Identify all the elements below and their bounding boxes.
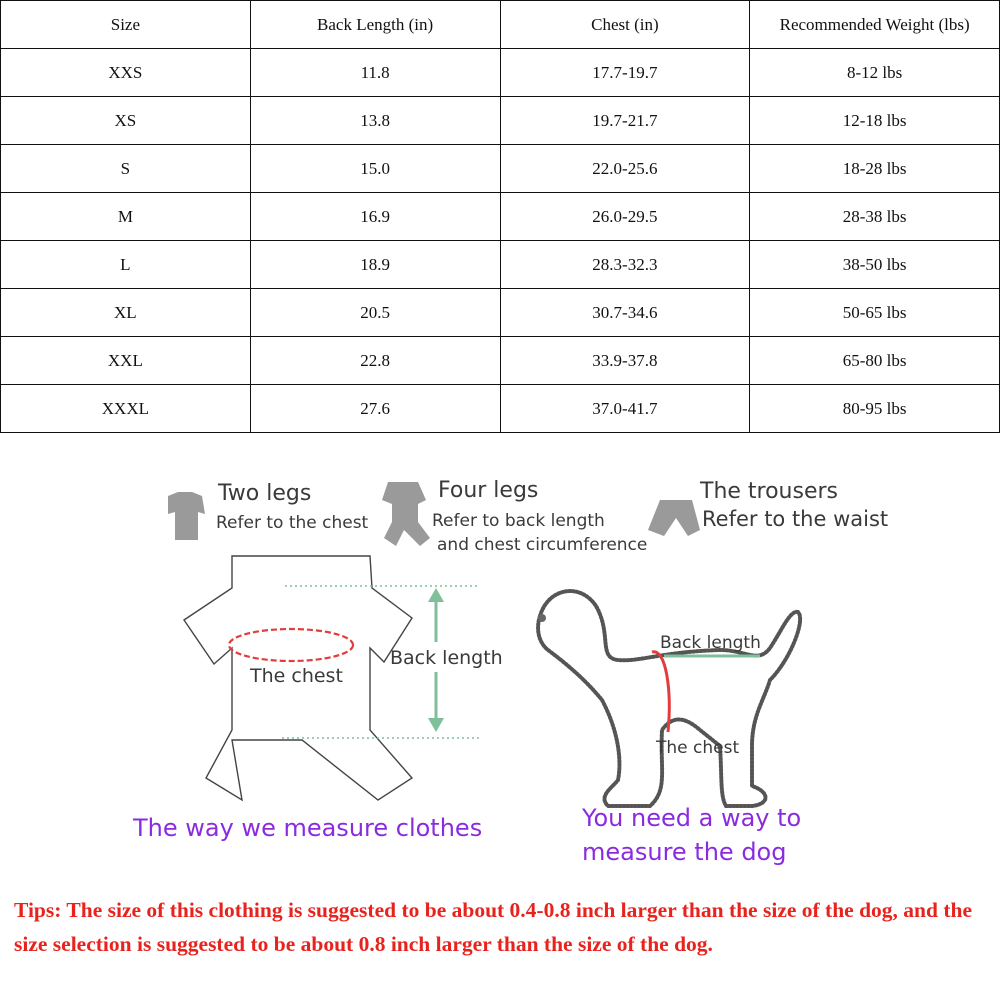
cell-weight: 18-28 lbs	[750, 145, 1000, 193]
sizing-tips: Tips: The size of this clothing is suggested to be about 0.4-0.8 inch larger than the size of the dog, and the size selection is suggested to be about 0.8 inch larger than the size of the dog.	[14, 898, 972, 956]
table-row	[1, 49, 1000, 97]
table-row	[1, 289, 1000, 337]
header-recommended-weight: Recommended Weight (lbs)	[750, 1, 1000, 49]
two-legs-title: Two legs	[218, 481, 312, 506]
table-row	[1, 97, 1000, 145]
dog-chest-measure-line	[652, 652, 669, 732]
cell-weight: 38-50 lbs	[750, 241, 1000, 289]
table-row	[1, 193, 1000, 241]
cell-chest: 17.7-19.7	[500, 49, 750, 97]
cell-size: XL	[1, 289, 251, 337]
size-chart-table	[0, 0, 1000, 433]
cell-size: L	[1, 241, 251, 289]
cell-back-length: 18.9	[250, 241, 500, 289]
cell-size: S	[1, 145, 251, 193]
cell-chest: 30.7-34.6	[500, 289, 750, 337]
dog-caption-line-1: You need a way to	[582, 804, 802, 832]
cell-weight: 8-12 lbs	[750, 49, 1000, 97]
four-legs-icon	[382, 482, 430, 546]
header-chest: Chest (in)	[500, 1, 750, 49]
clothes-back-label: Back length	[390, 647, 503, 669]
cell-chest: 19.7-21.7	[500, 97, 750, 145]
cell-weight: 65-80 lbs	[750, 337, 1000, 385]
cell-chest: 37.0-41.7	[500, 385, 750, 433]
table-row	[1, 145, 1000, 193]
cell-back-length: 11.8	[250, 49, 500, 97]
table-row	[1, 241, 1000, 289]
trousers-note: Refer to the waist	[702, 507, 889, 531]
four-legs-title: Four legs	[438, 478, 539, 503]
four-legs-note-2: and chest circumference	[437, 535, 648, 555]
table-row	[1, 337, 1000, 385]
cell-chest: 28.3-32.3	[500, 241, 750, 289]
cell-back-length: 22.8	[250, 337, 500, 385]
clothes-caption: The way we measure clothes	[133, 814, 483, 842]
cell-chest: 33.9-37.8	[500, 337, 750, 385]
four-legs-note-1: Refer to back length	[432, 511, 605, 531]
cell-chest: 26.0-29.5	[500, 193, 750, 241]
chest-measure-ellipse	[229, 629, 353, 661]
two-legs-note: Refer to the chest	[216, 513, 369, 533]
cell-size: M	[1, 193, 251, 241]
dog-back-label: Back length	[660, 633, 761, 653]
cell-weight: 80-95 lbs	[750, 385, 1000, 433]
cell-size: XXL	[1, 337, 251, 385]
cell-back-length: 16.9	[250, 193, 500, 241]
cell-size: XS	[1, 97, 251, 145]
table-row	[1, 385, 1000, 433]
cell-weight: 50-65 lbs	[750, 289, 1000, 337]
cell-chest: 22.0-25.6	[500, 145, 750, 193]
cell-back-length: 20.5	[250, 289, 500, 337]
cell-back-length: 27.6	[250, 385, 500, 433]
dog-chest-label: The chest	[656, 738, 740, 758]
dog-caption-line-2: measure the dog	[582, 838, 787, 866]
measurement-diagram	[0, 450, 1000, 880]
dog-eye-icon	[538, 614, 546, 622]
table-header-row	[1, 1, 1000, 49]
trousers-title: The trousers	[700, 479, 839, 504]
cell-size: XXXL	[1, 385, 251, 433]
cell-back-length: 13.8	[250, 97, 500, 145]
clothes-chest-label: The chest	[250, 665, 343, 687]
cell-back-length: 15.0	[250, 145, 500, 193]
cell-weight: 12-18 lbs	[750, 97, 1000, 145]
cell-weight: 28-38 lbs	[750, 193, 1000, 241]
header-size: Size	[1, 1, 251, 49]
trousers-icon	[648, 500, 700, 536]
cell-size: XXS	[1, 49, 251, 97]
header-back-length: Back Length (in)	[250, 1, 500, 49]
two-legs-icon	[168, 492, 205, 540]
